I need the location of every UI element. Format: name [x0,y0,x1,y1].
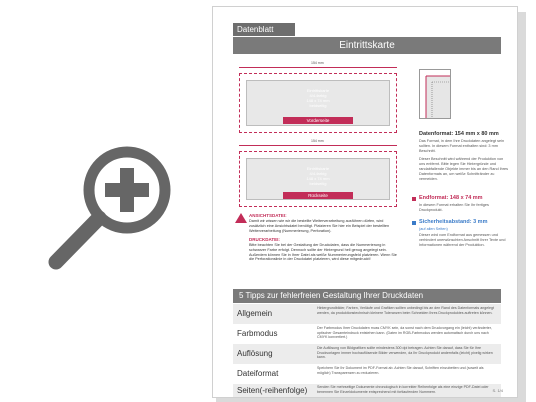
endformat-title: Endformat: 148 x 74 mm [419,195,483,201]
endformat-bullet [412,197,416,201]
warning-h2: DRUCKDATEI: [249,237,280,242]
warning-h1: ANSICHTSDATEI: [249,213,287,218]
warning-p1: Damit wir wissen wie wir die bestellte Weiterverarbeitung ausführen dürfen, wird zusätzlich eine Ansichtsdatei benötigt. Platzieren Sie hier ein Beispiel der bestellten Weiterverarbeitung (Nummerierung, Perforation). [249,219,390,233]
card-back-text: Eintrittskarte 4/4-farbig 148 x 74 mm beidseitig [306,166,330,186]
safety-title: Sicherheitsabstand: 3 mm [419,219,488,225]
zoom-in-icon[interactable] [42,138,182,273]
warning-block [235,213,399,269]
safety-text: Dieser wird vom Endformat aus gemessen und verhindert unerwünschten Anschnitt Ihrer Texte und Informationen während der Produktion. [419,233,506,247]
tip-row: Auflösung Die Auflösung von Bildgrafiken sollte mindestens 300 dpi betragen. Achten Sie darauf, dass Sie für Ihre Druckvorlagen immer hochauflösende Bilder verwenden, da Ihr Druckprodukt andernfalls (leicht) pixelig wirken kann. [233,344,501,364]
card-front-strip: Vorderseite [283,117,353,124]
tip-row: Farbmodus Der Farbmodus Ihrer Druckdaten muss CMYK sein, da sonst nach dem Druckvorgang ein (leicht) veränderter, optischer Gesamteindruck entstehen kann. (Daten im RGB-Farbmodus werden automatisch durch uns nach CMYK konvertiert.) [237,326,492,340]
corner-detail-illustration [419,69,451,119]
card-front-face [246,80,390,126]
datenblatt-tag: Datenblatt [233,23,295,36]
tips-header: 5 Tipps zur fehlerfreien Gestaltung Ihrer Druckdaten [233,289,501,303]
format-title: Datenformat: 154 mm x 80 mm [419,131,499,137]
card-back-strip: Rückseite [283,192,353,199]
card-front [239,73,397,133]
card-front-text: Eintrittskarte 4/4-farbig 148 x 74 mm beidseitig [306,88,330,108]
warning-icon [235,213,247,223]
card-back-face [246,158,390,200]
card-back [239,151,397,207]
magnifier-plus-icon [42,138,182,273]
safety-sub: (auf allen Seiten) [419,227,448,231]
tip-row: Seiten(-reihenfolge) Senden Sie mehrseitige Dokumente chronologisch in korrekter Reihenfolge als eine einzige PDF-Datei oder benennen Sie Einzeldokumente entsprechend mit fortlaufenden Nummern. [233,384,501,398]
document-page[interactable]: Datenblatt Eintrittskarte 154 mm Eintrittskarte 4/4-farbig 148 x 74 mm beidseitig Vorderseite 154 mm Eintrittskarte 4/4-farbig 148 x 74 mm beidseitig Rückseite Datenformat: 154 mm x 80 mm Das Format, in dem Ihre Druckdaten angelegt sein sollten. In diesem Format enthalten sind: 3 mm Beschnitt. Dieser Beschnitt wird während der Produktion von uns entfernt. Bitte legen Sie Hintergründe und randabfallende Objekte immer bis an den Rand Ihres Datenformats an, um weiße Schnittränder zu vermeiden. Endformat: 148 x 74 mm In diesem Format erhalten Sie Ihr fertiges Druckprodukt. Sicherheitsabstand: 3 mm (auf allen Seiten) Dieser wird vom Endformat aus gemessen und verhindert unerwünschten Anschnitt Ihrer Texte und Informationen während der Produktion. ANSICHTSDATEI: Damit wir wissen wie wir die bestellte Weiterverarbeitung ausführen dürfen, wird zusätzlich eine Ansichtsdatei benötigt. Platzieren Sie hier ein Beispiel der bestellten Weiterverarbeitung (Nummerierung, Perforation). DRUCKDATEI: Bitte beachten Sie bei der Gestaltung der Druckdaten, dass die Nummerierung in schwarzer Farbe erfolgt. Dennoch sollte der Hintergrund hell genug angelegt sein. Außerdem können Sie in Ihrer Datei als weiße Nummerierungsfeld platzieren. Wenn Sie die Perforationslinie in der Druckdatei platzieren, wird diese mitgedruckt! 5 Tipps zur fehlerfreien Gestaltung Ihrer Druckdaten Allgemein Hintergrundbilder, Farben, Verläufe und Grafiken sollten unbedingt bis an den Rand des Datenformats angelegt werden, da produktionstechnisch kleinere Toleranzen beim Schneiden Ihres Druckproduktes auftreten können. Farbmodus Der Farbmodus Ihrer Druckdaten muss CMYK sein, da sonst nach dem Druckvorgang ein (leicht) veränderter, optischer Gesamteindruck entstehen kann. (Daten im RGB-Farbmodus werden automatisch durch uns nach CMYK konvertiert.) Auflösung Die Auflösung von Bildgrafiken sollte mindestens 300 dpi betragen. Achten Sie darauf, dass Sie für Ihre Druckvorlagen immer hochauflösende Bilder verwenden, da Ihr Druckprodukt andernfalls (leicht) pixelig wirken kann. Dateiformat Speichern Sie Ihr Dokument im PDF-Format ab. Achten Sie darauf, Schriften einzubetten und (soweit als möglich) Transparenzen zu reduzieren. Seiten(-reihenfolge) Senden Sie mehrseitige Dokumente chronologisch in korrekter Reihenfolge als eine einzige PDF-Datei oder benennen Sie Einzeldokumente entsprechend mit fortlaufenden Nummern. S. 1/4 [212,6,518,398]
page-number: S. 1/4 [492,388,503,393]
warning-p2: Bitte beachten Sie bei der Gestaltung der Druckdaten, dass die Nummerierung in schwarzer Farbe erfolgt. Dennoch sollte der Hintergrund hell genug angelegt sein. Außerdem können Sie in Ihrer Datei als weiße Nummerierungsfeld platzieren. Wenn Sie die Perforationslinie in der Druckdatei platzieren, wird diese mitgedruckt! [249,243,397,262]
format-text: Das Format, in dem Ihre Druckdaten angelegt sein sollten. In diesem Format enthalten sind: 3 mm Beschnitt. [419,139,505,153]
tip-row: Allgemein Hintergrundbilder, Farben, Verläufe und Grafiken sollten unbedingt bis an den Rand des Datenformats angelegt werden, da produktionstechnisch kleinere Toleranzen beim Schneiden Ihres Druckproduktes auftreten können. [233,304,501,324]
safety-bullet [412,221,416,225]
tip-row: Dateiformat Speichern Sie Ihr Dokument im PDF-Format ab. Achten Sie darauf, Schriften einzubetten und (soweit als möglich) Transparenzen zu reduzieren. [237,366,484,378]
format-note: Dieser Beschnitt wird während der Produktion von uns entfernt. Bitte legen Sie Hintergründe und randabfallende Objekte immer bis an den Rand Ihres Datenformats an, um weiße Schnittränder zu vermeiden. [419,157,509,181]
page-title: Eintrittskarte [233,37,501,54]
endformat-text: In diesem Format erhalten Sie Ihr fertiges Druckprodukt. [419,203,489,212]
